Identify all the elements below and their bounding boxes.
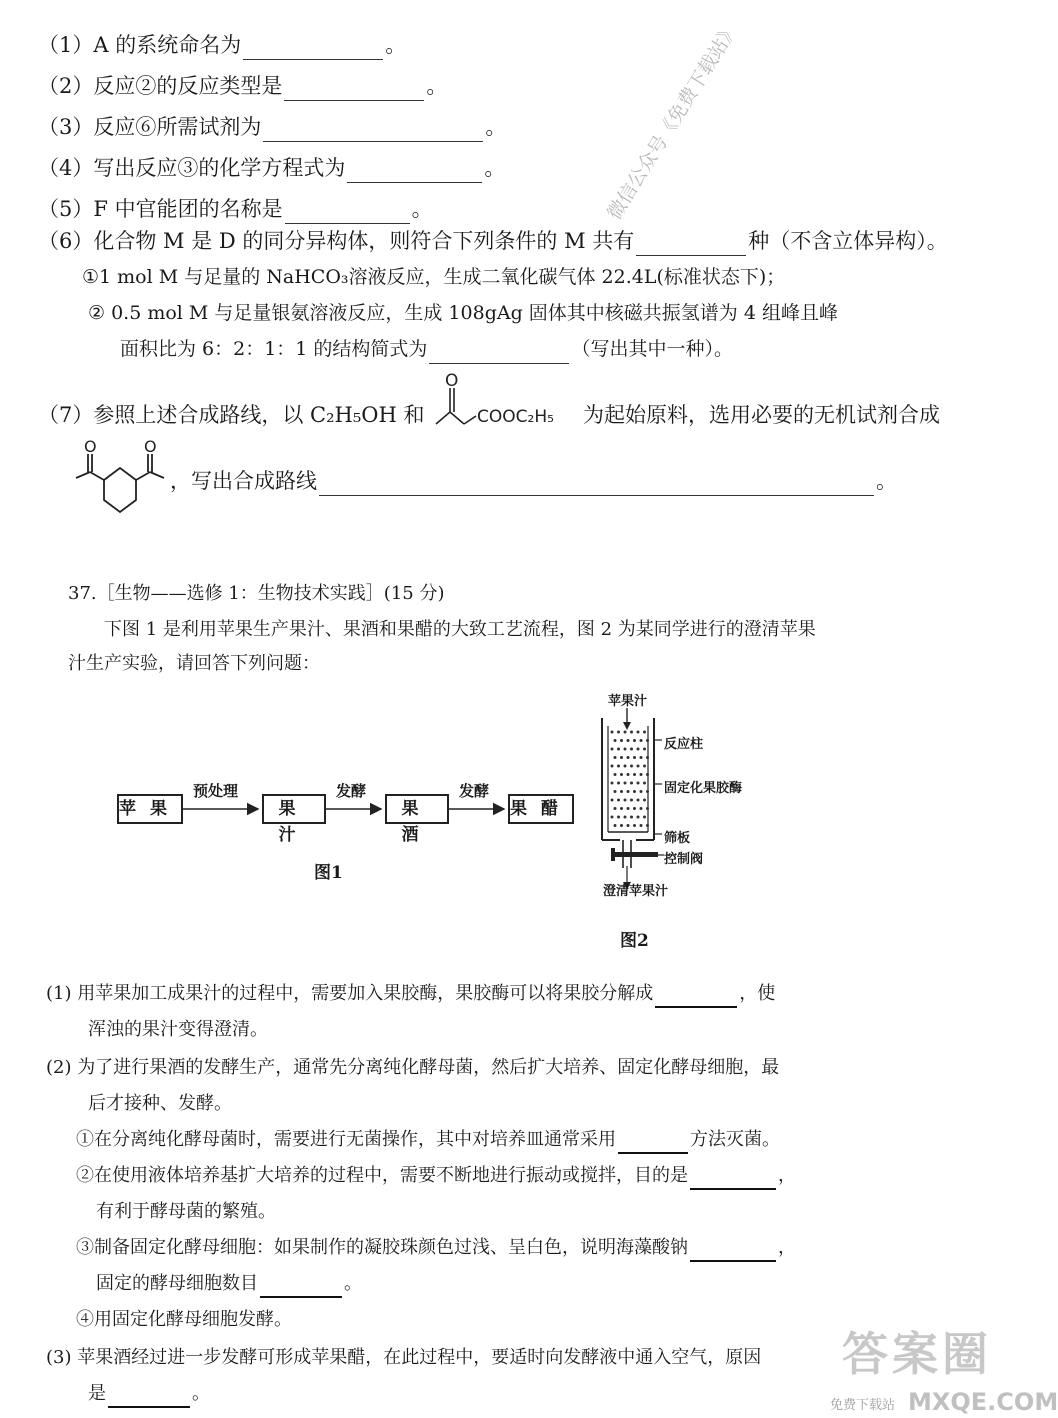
bio-q1: (1) 用苹果加工成果汁的过程中，需要加入果胶酶，果胶酶可以将果胶分解成 ，使 <box>46 980 775 1008</box>
enzyme-bead <box>630 816 633 819</box>
enzyme-bead <box>627 756 630 759</box>
enzyme-bead <box>617 799 620 802</box>
enzyme-bead <box>633 773 636 776</box>
answer-blank[interactable] <box>655 1006 737 1008</box>
arrow-label-ferment-2: 发酵 <box>459 782 490 800</box>
enzyme-bead <box>637 765 640 768</box>
enzyme-bead <box>627 807 630 810</box>
enzyme-bead <box>630 731 633 734</box>
label-reaction-column: 反应柱 <box>664 737 704 752</box>
enzyme-bead <box>627 824 630 827</box>
bio-q2-part-3: ③制备固定化酵母细胞：如果制作的凝胶珠颜色过浅、呈白色，说明海藻酸钠 ， <box>76 1234 796 1262</box>
answer-blank[interactable] <box>636 255 746 256</box>
question-3: （3）反应⑥所需试剂为 。 <box>38 112 506 142</box>
enzyme-bead <box>633 739 636 742</box>
enzyme-bead <box>611 799 614 802</box>
question-6-condition-1: ①1 mol M 与足量的 NaHCO₃溶液反应，生成二氧化碳气体 22.4L(标准状态下)； <box>82 266 786 288</box>
watermark-small-text: 免费下载站 <box>830 1398 896 1413</box>
enzyme-bead <box>627 773 630 776</box>
enzyme-bead <box>614 773 617 776</box>
enzyme-bead <box>646 824 649 827</box>
enzyme-bead <box>637 816 640 819</box>
enzyme-bead <box>646 773 649 776</box>
bio-intro-line-1: 下图 1 是利用苹果生产果汁、果酒和果醋的大致工艺流程，图 2 为某同学进行的澄清苹果 <box>104 619 816 640</box>
enzyme-bead <box>617 748 620 751</box>
enzyme-bead <box>646 756 649 759</box>
bio-q2-part-1: ①在分离纯化酵母菌时，需要进行无菌操作，其中对培养皿通常采用 方法灭菌。 <box>76 1126 780 1154</box>
enzyme-bead <box>637 748 640 751</box>
enzyme-bead <box>620 807 623 810</box>
enzyme-bead <box>643 731 646 734</box>
question-7-text-2: 为起始原料，选用必要的无机试剂合成 <box>583 403 940 427</box>
enzyme-bead <box>611 765 614 768</box>
question-7-line-2: ，写出合成路线 。 <box>170 466 897 496</box>
enzyme-bead <box>633 807 636 810</box>
answer-blank[interactable] <box>690 1188 776 1190</box>
bio-q2-part-3-cont: 固定的酵母细胞数目 。 <box>96 1270 362 1298</box>
enzyme-bead <box>646 807 649 810</box>
answer-blank[interactable] <box>260 1296 342 1298</box>
enzyme-bead <box>614 739 617 742</box>
enzyme-bead <box>630 799 633 802</box>
enzyme-bead <box>620 739 623 742</box>
answer-blank[interactable] <box>618 1152 688 1154</box>
enzyme-bead <box>620 756 623 759</box>
flow-box-vinegar: 果醋 <box>508 794 574 824</box>
enzyme-bead <box>630 782 633 785</box>
watermark-logo-text: 答案圈 <box>842 1327 992 1381</box>
question-7: （7）参照上述合成路线，以 C₂H₅OH 和 <box>38 403 425 427</box>
bio-q3-cont: 是 。 <box>88 1380 210 1408</box>
enzyme-bead <box>646 790 649 793</box>
enzyme-bead <box>611 782 614 785</box>
reactor-column <box>590 700 690 900</box>
enzyme-bead <box>617 731 620 734</box>
enzyme-bead <box>640 790 643 793</box>
enzyme-bead <box>627 790 630 793</box>
ester-group-label: COOC₂H₅ <box>477 407 554 427</box>
flow-box-wine: 果酒 <box>385 794 449 824</box>
question-6-condition-3: 面积比为 6：2：1：1 的结构简式为 （写出其中一种）。 <box>120 334 733 364</box>
enzyme-bead <box>617 782 620 785</box>
label-clear-juice: 澄清苹果汁 <box>603 884 669 899</box>
enzyme-bead <box>624 782 627 785</box>
enzyme-bead <box>617 816 620 819</box>
question-6: （6）化合物 M 是 D 的同分异构体，则符合下列条件的 M 共有 种（不含立体异构）。 <box>38 226 948 256</box>
label-sieve-plate: 筛板 <box>664 831 691 846</box>
bio-intro-line-2: 汁生产实验，请回答下列问题： <box>68 653 320 674</box>
flow-arrows <box>0 0 600 860</box>
enzyme-bead <box>643 799 646 802</box>
enzyme-bead <box>614 790 617 793</box>
enzyme-bead <box>640 824 643 827</box>
bio-q1-cont: 浑浊的果汁变得澄清。 <box>88 1019 268 1040</box>
bio-q2-part-2: ②在使用液体培养基扩大培养的过程中，需要不断地进行振动或搅拌，目的是 ， <box>76 1162 796 1190</box>
watermark-text: 微信公众号《免费下载站》 <box>603 18 743 224</box>
enzyme-bead <box>637 731 640 734</box>
enzyme-bead <box>640 807 643 810</box>
enzyme-bead <box>620 790 623 793</box>
svg-text:O: O <box>84 437 97 456</box>
flow-box-juice: 果汁 <box>262 794 326 824</box>
question-2: （2）反应②的反应类型是 。 <box>38 71 447 101</box>
answer-blank[interactable] <box>108 1406 190 1408</box>
enzyme-bead <box>617 765 620 768</box>
arrow-label-ferment-1: 发酵 <box>336 782 367 800</box>
enzyme-bead <box>640 773 643 776</box>
question-4: （4）写出反应③的化学方程式为 。 <box>38 153 505 183</box>
flow-box-apple: 苹果 <box>117 794 183 824</box>
enzyme-bead <box>643 748 646 751</box>
enzyme-bead <box>624 731 627 734</box>
enzyme-bead <box>614 824 617 827</box>
enzyme-bead <box>620 773 623 776</box>
bio-q2-cont: 后才接种、发酵。 <box>88 1093 232 1114</box>
bio-q2-part-2-cont: 有利于酵母菌的繁殖。 <box>96 1201 276 1222</box>
enzyme-bead <box>640 756 643 759</box>
figure-1-caption: 图1 <box>314 863 343 883</box>
question-5: （5）F 中官能团的名称是 。 <box>38 194 433 224</box>
enzyme-bead <box>611 748 614 751</box>
enzyme-bead <box>624 748 627 751</box>
bio-q3: (3) 苹果酒经过进一步发酵可形成苹果醋，在此过程中，要适时向发酵液中通入空气，原因 <box>46 1347 762 1368</box>
enzyme-bead <box>633 824 636 827</box>
label-immobilized-enzyme: 固定化果胶酶 <box>664 781 743 796</box>
enzyme-bead <box>643 782 646 785</box>
enzyme-bead <box>614 807 617 810</box>
enzyme-bead <box>624 765 627 768</box>
enzyme-bead <box>637 782 640 785</box>
arrow-label-pretreat: 预处理 <box>193 782 239 800</box>
svg-text:O: O <box>144 437 157 456</box>
enzyme-bead <box>646 739 649 742</box>
bio-header: 37.［生物——选修 1：生物技术实践］(15 分) <box>68 583 445 604</box>
figure-2-caption: 图2 <box>620 931 649 951</box>
answer-blank[interactable] <box>690 1260 776 1262</box>
bio-q2: (2) 为了进行果酒的发酵生产，通常先分离纯化酵母菌，然后扩大培养、固定化酵母细胞，最 <box>46 1057 780 1078</box>
enzyme-bead <box>630 748 633 751</box>
label-control-valve: 控制阀 <box>664 852 704 867</box>
enzyme-bead <box>611 816 614 819</box>
question-6-condition-2: ② 0.5 mol M 与足量银氨溶液反应，生成 108gAg 固体其中核磁共振氢谱为 4 组峰且峰 <box>88 302 838 324</box>
enzyme-bead <box>630 765 633 768</box>
enzyme-bead <box>624 816 627 819</box>
enzyme-bead <box>643 765 646 768</box>
question-1: （1）A 的系统命名为 。 <box>38 30 406 60</box>
enzyme-bead <box>611 731 614 734</box>
enzyme-bead <box>637 799 640 802</box>
bio-q2-part-4: ④用固定化酵母细胞发酵。 <box>76 1309 292 1330</box>
enzyme-bead <box>633 790 636 793</box>
enzyme-bead <box>614 756 617 759</box>
enzyme-bead <box>624 799 627 802</box>
enzyme-bead <box>620 824 623 827</box>
enzyme-bead <box>640 739 643 742</box>
label-apple-juice: 苹果汁 <box>608 694 648 709</box>
enzyme-bead <box>633 756 636 759</box>
watermark-url: MXQE.COM <box>908 1388 1058 1416</box>
enzyme-bead <box>643 816 646 819</box>
svg-text:O: O <box>445 371 459 391</box>
enzyme-bead <box>627 739 630 742</box>
